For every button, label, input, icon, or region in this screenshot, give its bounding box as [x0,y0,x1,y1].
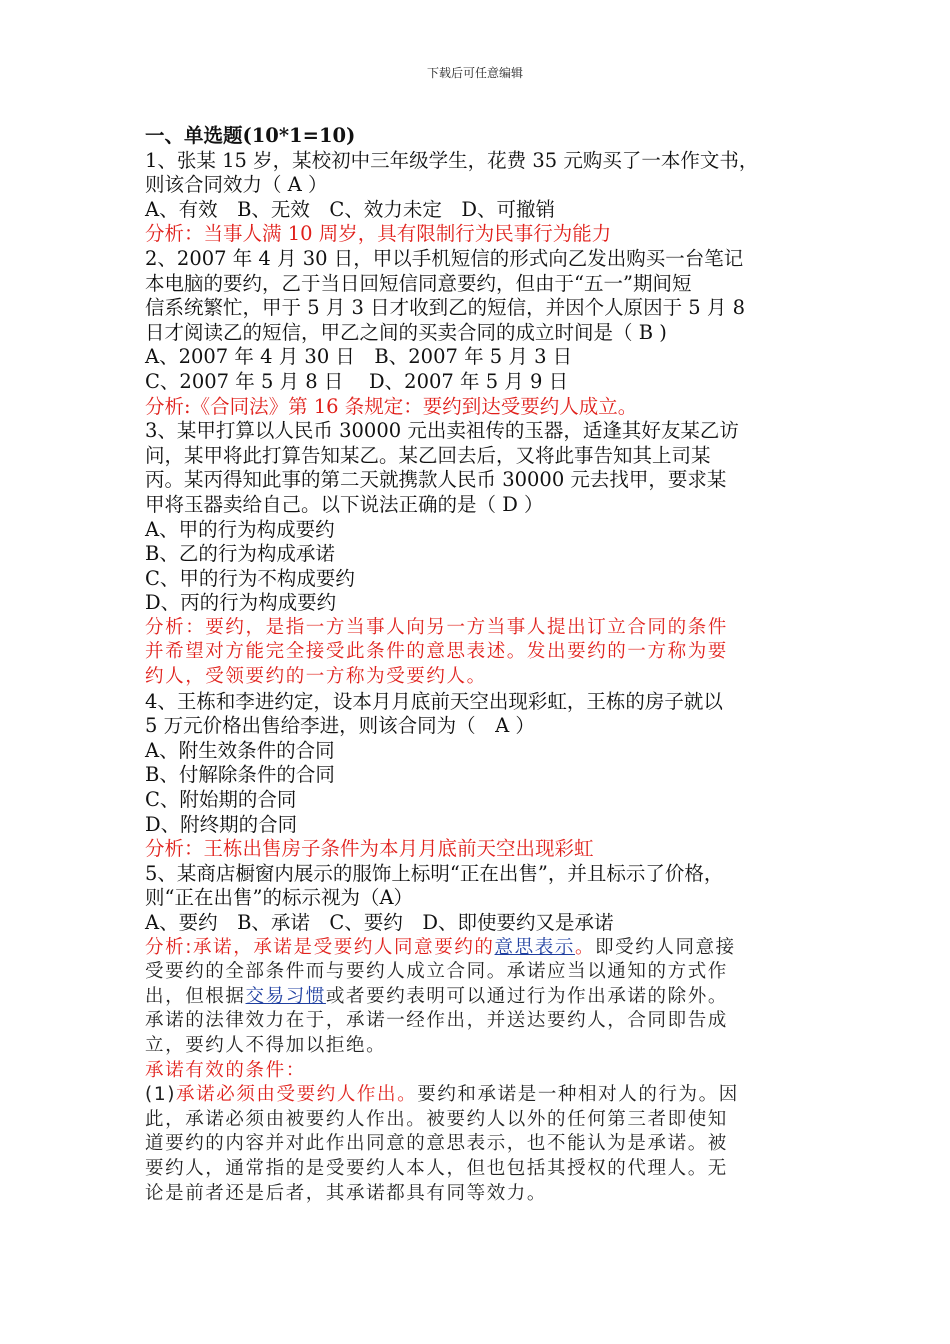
q2-stem-line-1: 2、2007 年 4 月 30 日，甲以手机短信的形式向乙发出购买一台笔记 [145,246,744,270]
q3-option-a: A、甲的行为构成要约 [145,517,335,541]
q5-stem-line-2: 则“正在出售”的标示视为（A） [145,886,414,910]
q1-analysis: 分析：当事人满 10 周岁，具有限制行为民事行为能力 [145,222,612,246]
q5-stem-line-1: 5、某商店橱窗内展示的服饰上标明“正在出售”，并且标示了价格， [145,861,724,885]
q4-option-d: D、附终期的合同 [145,812,298,836]
q3-option-c: C、甲的行为不构成要约 [145,566,355,590]
page-header: 下载后可任意编辑 [426,66,523,80]
q2-options-line-2: C、2007 年 5 月 8 日 D、2007 年 5 月 9 日 [145,369,569,393]
q1-stem-line-2: 则该合同效力（ A ） [145,173,328,197]
q3-option-b: B、乙的行为构成承诺 [145,542,335,566]
link-yisi-biaoshi[interactable]: 意思表示 [494,936,575,958]
q3-stem-line-4: 甲将玉器卖给自己。以下说法正确的是（ D ） [145,492,544,516]
q2-analysis: 分析:《合同法》第 16 条规定：要约到达受要约人成立。 [145,394,638,418]
q5-analysis-l1-rest: 即受约人同意接 [595,936,736,958]
q1-stem-line-1: 1、张某 15 岁，某校初中三年级学生，花费 35 元购买了一本作文书， [145,148,759,172]
q4-stem-line-1: 4、王栋和李进约定，设本月月底前天空出现彩虹，王栋的房子就以 [145,689,723,713]
q4-option-c: C、附始期的合同 [145,788,297,812]
q5-condition1-line-1 [145,1083,815,1108]
q2-options-line-1: A、2007 年 4 月 30 日 B、2007 年 5 月 3 日 [145,345,573,369]
q5-analysis-l1-rest-red: 。 [574,936,596,958]
q2-stem-line-2: 本电脑的要约，乙于当日回短信同意要约，但由于“五一”期间短 [145,271,692,295]
q5-analysis-l3-rest: 或者要约表明可以通过行为作出承诺的除外。 [325,985,728,1007]
q4-stem-line-2: 5 万元价格出售给李进，则该合同为（ A ） [145,714,535,738]
q5-condition1-line-4: 要约人，通常指的是受要约人本人，但也包括其授权的代理人。无 [145,1157,728,1179]
q5-condition1-line-5: 论是前者还是后者，其承诺都具有同等效力。 [145,1182,548,1204]
q5-options: A、要约 B、承诺 C、要约 D、即使要约又是承诺 [145,911,614,934]
q5-condition1-rest: 要约和承诺是一种相对人的行为。因 [417,1084,739,1106]
q5-condition1-num: (1) [145,1084,177,1106]
q3-stem-line-1: 3、某甲打算以人民币 30000 元出卖祖传的玉器，适逢其好友某乙访 [145,419,739,443]
q5-analysis-lead: 分析:承诺，承诺是受要约人同意要约的 [145,936,495,958]
q3-analysis-line-2: 并希望对方能完全接受此条件的意思表述。发出要约的一方称为要 [145,641,728,663]
q2-stem-line-3: 信系统繁忙，甲于 5 月 3 日才收到乙的短信，并因个人原因于 5 月 8 [145,296,746,320]
q5-analysis-l3-pre: 出，但根据 [145,985,246,1007]
link-jiaoyi-xiguan[interactable]: 交易习惯 [245,985,326,1007]
q5-conditions-title: 承诺有效的条件： [145,1059,306,1081]
q4-option-b: B、付解除条件的合同 [145,763,335,787]
q1-options: A、有效 B、无效 C、效力未定 D、可撤销 [145,197,555,221]
q5-analysis-line-4: 承诺的法律效力在于，承诺一经作出，并送达要约人，合同即告成 [145,1010,728,1032]
q2-stem-line-4: 日才阅读乙的短信，甲乙之间的买卖合同的成立时间是（ B ) [145,320,667,344]
q3-stem-line-3: 丙。某丙得知此事的第二天就携款人民币 30000 元去找甲，要求某 [145,468,727,492]
q5-condition1-line-3: 道要约的内容并对此作出同意的意思表示，也不能认为是承诺。被 [145,1133,728,1155]
q5-analysis-line-5: 立，要约人不得加以拒绝。 [145,1034,387,1056]
section-title: 一、单选题(10*1=10) [145,124,356,147]
q4-option-a: A、附生效条件的合同 [145,738,335,762]
q3-analysis-line-1: 分析：要约，是指一方当事人向另一方当事人提出订立合同的条件 [145,616,728,638]
q4-analysis: 分析：王栋出售房子条件为本月月底前天空出现彩虹 [145,837,594,861]
q5-condition1-line-2: 此，承诺必须由被要约人作出。被要约人以外的任何第三者即使知 [145,1108,728,1130]
q5-analysis-line-2: 受要约的全部条件而与要约人成立合同。承诺应当以通知的方式作 [145,961,728,983]
q5-analysis-line-3 [145,985,815,1010]
q5-analysis-line-1 [145,936,815,961]
q3-option-d: D、丙的行为构成要约 [145,591,337,615]
q5-condition1-red: 承诺必须由受要约人作出。 [176,1084,418,1106]
document-body [145,124,815,1206]
q3-stem-line-2: 问，某甲将此打算告知某乙。某乙回去后，又将此事告知其上司某 [145,443,711,467]
q3-analysis-line-3: 约人，受领要约的一方称为受要约人。 [145,666,487,688]
